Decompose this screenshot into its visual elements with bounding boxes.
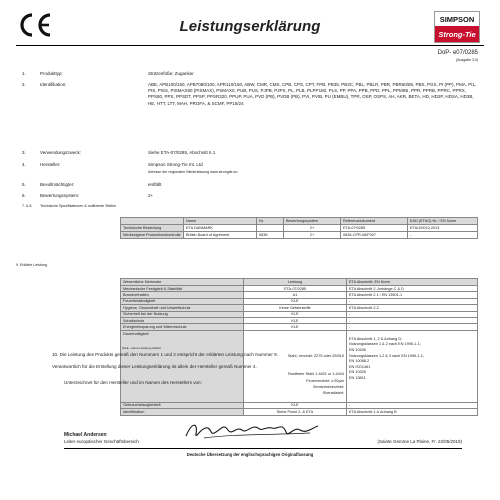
table-row: Gebrauchstauglichkeit KLE -	[121, 402, 478, 408]
table-row-durability: Dauerhaftigkeit Stahl, verzinkt: Z275 oder ZM310 Rostfreier Stahl 1.4401 or 1.4404 Feuerverzinkt: ≥ 50µm Sendzimirverzinkt: Sheradisiert: ETA Abschnitt 1, 2 & Anhang D; Nutzungsklassen 1 & 2 nach EN 1995-1-1; EN 10346 Nutzungsklassen 1,2 & 3 nach EN 1995-1-1; EN 10088-2 EN ISO1461 EN 10326 EN 13811	[121, 330, 478, 402]
table-row: Identifikation Siehe Punkt 2, & ETA ETA Abschnitt 1 & Anhang B	[121, 409, 478, 415]
signer-role: Leiter europäischer Geschäftsbereich	[64, 439, 139, 444]
header-rule	[16, 45, 484, 46]
table-row: Feuerbeständigkeit KLE -	[121, 298, 478, 304]
table-row: Mechanische Festigkeit & Stabilität ETA-07/0285 ETA Abschnitt 2, Anhänge C & D	[121, 286, 478, 292]
kle-footnote: (KLE - keine Leistung erklärt)	[122, 346, 161, 350]
document-title: Leistungserklärung	[179, 18, 321, 35]
table-row: Energieeinsparung und Wärmeschutz KLE -	[121, 324, 478, 330]
place-date: (Sainte Gemme La Plaine, Fr. 22/05/2019)	[377, 439, 462, 444]
statement-responsibility: Verantwortlich für die Erstellung dieser Leistungserklärung ist allein der Hersteller gemäß Nummer 4.	[52, 364, 257, 369]
declared-performance-table: Wesentliche Merkmale Leistung ETA Abschnitt; EN Norm Mechanische Festigkeit & Stabilität ETA-07/0285 ETA Abschnitt 2, Anhänge C & D Brandverhalten A1 ETA Abschnitt 2.1 / EN 13501-1 Feuerbeständigkeit KLE - Hygiene, Gesundheit und Umweltschutz Keine Gefahrstoffe ETA Abschnitt 2.2 Sicherheit bei der Nutzung KLE - Schallschutz KLE - Energieeinsparung und Wärmeschutz KLE - Dauerhaftigkeit Stahl, verzinkt: Z275 oder ZM310 Rostfreier Stahl 1.4401 or 1.4404 Feuerverzinkt: ≥ 50µm Sendzimirverzinkt: Sheradisiert: ETA Abschnitt 1, 2 & Anhang D; Nutzungsklassen 1 & 2 nach EN 1995-1-1; EN 10346 Nutzungsklassen 1,2 & 3 nach EN 1995-1-1; EN 10088-2 EN ISO1461 EN 10326 EN 13811 Gebrauchstauglichkeit KLE - Identifikation Siehe Punkt 2, & ETA ETA Abschnitt 1 & Anhang B	[120, 278, 478, 416]
handwritten-signature	[182, 420, 322, 442]
declared-performance-label: 9. Erklärte Leistung	[16, 263, 47, 267]
table-row: Sicherheit bei der Nutzung KLE -	[121, 311, 478, 317]
translation-footer: Deutsche Übersetzung der englischsprachigen Originalfassung	[186, 452, 314, 457]
table-row: Technische Bewertung ETA DANMARK 2+ ETA-07/0285 ETA/10/010.2013	[121, 225, 478, 232]
table-row: Schallschutz KLE -	[121, 317, 478, 323]
table-row: Hygiene, Gesundheit und Umweltschutz Keine Gefahrstoffe ETA Abschnitt 2.2	[121, 305, 478, 311]
technical-spec-table: Name Nr. Bewertungssystem Referenzdokument EAD (ETAG) Nr. / EN Norm Technische Bewertung ETA DANMARK 2+ ETA-07/0285 ETA/10/010.2013 Werkseigene Produktionskontrolle British Board of Agrément 0836 2+ 0836-CPR-06/F007 -	[120, 217, 478, 239]
signer-name: Michael Andersen	[64, 432, 107, 438]
table-row: Werkseigene Produktionskontrolle British Board of Agrément 0836 2+ 0836-CPR-06/F007 -	[121, 232, 478, 239]
simpson-strong-tie-logo: SIMPSON Strong-Tie	[434, 11, 480, 43]
dop-number: DoP- e07/0285 (Ausgabe 3.0)	[437, 50, 478, 62]
signature-rule	[64, 448, 462, 449]
statement-conformity: 10. Die Leistung des Produkts gemäß den Nummern 1 und 2 entspricht der erklärten Leistung nach Nummer 9.	[52, 352, 278, 357]
statement-signed-for: Unterzeichnet für den Hersteller und im Namen des Herstellers von:	[64, 380, 202, 385]
table-row: Brandverhalten A1 ETA Abschnitt 2.1 / EN 13501-1	[121, 292, 478, 298]
